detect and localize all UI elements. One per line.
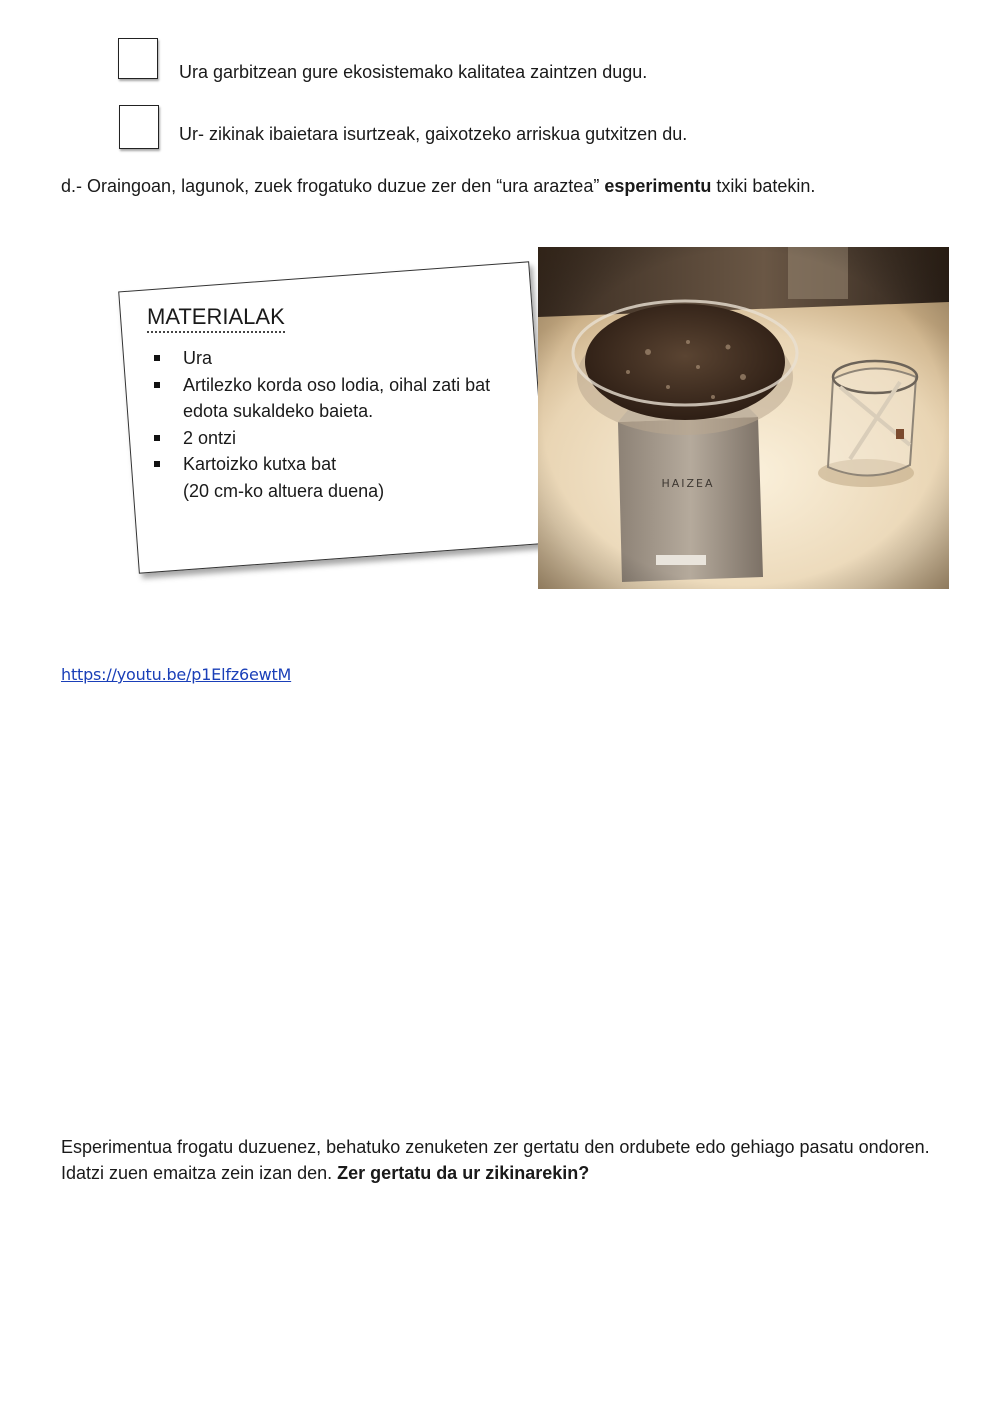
statement-checkbox-1[interactable] xyxy=(118,38,158,79)
instruction-after: txiki batekin. xyxy=(711,176,816,196)
question-body: Esperimentua frogatu duzuenez, behatuko zenuketen zer gertatu den ordubete edo gehiago pasatu ondoren. Idatzi zuen emaitza zein izan den. xyxy=(61,1137,930,1183)
bullet-icon xyxy=(154,355,160,361)
instruction-text xyxy=(61,176,815,197)
materials-title: MATERIALAK xyxy=(147,304,285,333)
statement-row-2 xyxy=(0,105,1000,151)
question-bold: Zer gertatu da ur zikinarekin? xyxy=(337,1163,590,1183)
experiment-photo-illustration xyxy=(538,247,949,589)
materials-list xyxy=(147,345,547,504)
statement-text-2: Ur- zikinak ibaietara isurtzeak, gaixotzeko arriskua gutxitzen du. xyxy=(179,124,688,144)
materials-content xyxy=(147,304,547,504)
materials-item: Kartoizko kutxa bat (20 cm-ko altuera duena) xyxy=(147,451,547,504)
bullet-icon xyxy=(154,461,160,467)
instruction-before: d.- Oraingoan, lagunok, zuek frogatuko duzue zer den “ura araztea” xyxy=(61,176,605,196)
instruction-bold: esperimentu xyxy=(604,176,712,196)
question-text xyxy=(61,1134,941,1186)
materials-item: 2 ontzi xyxy=(147,425,547,452)
youtube-link[interactable]: https://youtu.be/p1Elfz6ewtM xyxy=(61,665,292,684)
bullet-icon xyxy=(154,435,160,441)
materials-item: Artilezko korda oso lodia, oihal zati bat edota sukaldeko baieta. xyxy=(147,372,547,425)
statement-text-1: Ura garbitzean gure ekosistemako kalitatea zaintzen dugu. xyxy=(179,62,648,82)
materials-item: Ura xyxy=(147,345,547,372)
experiment-photo xyxy=(538,247,949,589)
statement-row-1 xyxy=(0,38,1000,84)
bullet-icon xyxy=(154,382,160,388)
photo-vignette xyxy=(538,247,949,589)
statement-checkbox-2[interactable] xyxy=(119,105,159,149)
